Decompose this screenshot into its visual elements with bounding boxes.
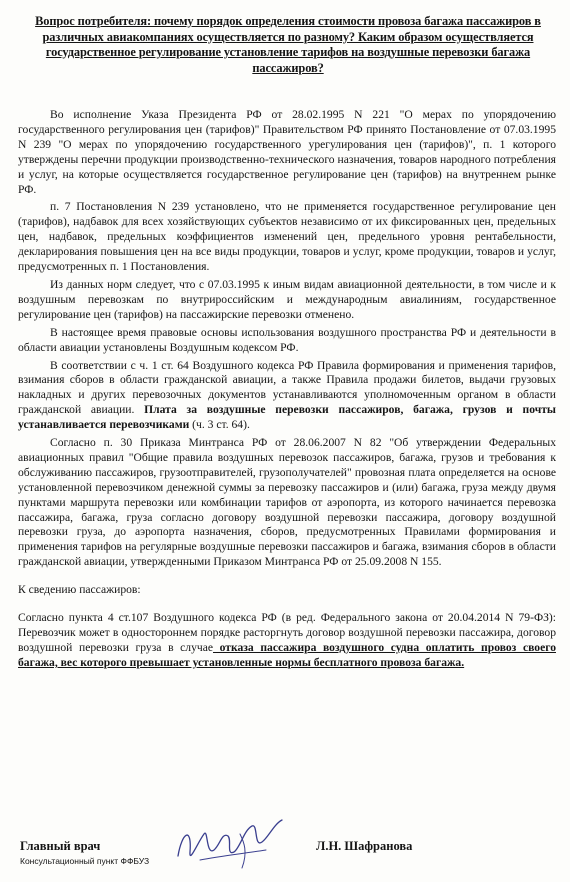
signatory-organization: Консультационный пункт ФФБУЗ (20, 856, 150, 866)
article-64-emphasis: Плата за воздушные перевозки пассажиров, багажа, грузов и почты устанавливается перевозчиками (18, 403, 556, 432)
paragraph-article-107 (18, 611, 556, 671)
paragraph-air-code: В настоящее время правовые основы использования воздушного пространства РФ и деятельности в области авиации установлены Воздушным кодексом РФ. (18, 325, 556, 354)
article-107-text: Перевозчик может в одностороннем порядке расторгнуть договор воздушной перевозки пассажира, договор воздушной перевозки груза в случае (18, 626, 556, 654)
paragraph-article-64 (18, 359, 556, 434)
signatory-name: Л.Н. Шафранова (316, 839, 413, 853)
article-64-reference: (ч. 3 ст. 64). (189, 418, 250, 432)
document-heading: Вопрос потребителя: почему порядок определения стоимости провоза багажа пассажиров в различных авиакомпаниях осуществляется по разному? Каким образом осуществляется государственное регулирование установление тарифов на воздушные перевозки багажа пассажиров? (35, 14, 541, 75)
signatory-title: Главный врач (20, 839, 101, 853)
handwritten-signature (170, 812, 290, 878)
paragraph-conclusion: Из данных норм следует, что с 07.03.1995 к иным видам авиационной деятельности, в том числе и к воздушным перевозкам по внутрироссийским и международным авиалиниям, государственное регулирование цен (тарифов) на пассажирские перевозки отменено. (18, 277, 556, 321)
article-107-emphasis: отказа пассажира воздушного судна оплатить провоз своего багажа, вес которого превышает установленные нормы бесплатного провоза багажа. (18, 640, 556, 669)
paragraph-order-82: Согласно п. 30 Приказа Минтранса РФ от 28.06.2007 N 82 "Об утверждении Федеральных авиационных правил "Общие правила воздушных перевозок пассажиров, багажа, грузов и требования к обслуживанию пассажиров, грузоотправителей, грузополучателей" провозная плата определяется на основе установленной перевозчиком денежной суммы за перевозку пассажиров и (или) багажа, груза между двумя пунктами маршрута перевозки или комбинации тарифов от аэропорта, из которого начинается перевозка пассажира, багажа, груза согласно договору воздушной перевозки пассажира, договору воздушной перевозки груза, до аэропорта назначения, сборов, предусмотренных Правилами формирования и применения тарифов на регулярные воздушные перевозки пассажиров и багажа, взимания сборов в области гражданской авиации, утвержденными Приказом Минтранса РФ от 25.09.2008 N 155. (18, 436, 556, 569)
article-64-text: В соответствии с ч. 1 ст. 64 Воздушного кодекса РФ Правила формирования и применения тарифов, взимания сборов в области гражданской авиации, а также Правила продажи билетов, выдачи грузовых накладных и других перевозочных документов устанавливаются уполномоченным органом в области гражданской авиации. (18, 358, 556, 417)
notice-heading: К сведению пассажиров: (18, 583, 141, 597)
paragraph-decree: Во исполнение Указа Президента РФ от 28.02.1995 N 221 "О мерах по упорядочению государственного регулирования цен (тарифов)" Правительством РФ принято Постановление от 07.03.1995 N 239 "О мерах по упорядочению государственного урегулирования цен (тарифов)", п. 1 которого утверждены перечни продукции производственно-технического назначения, товаров народного потребления и услуг, на которые осуществляется государственное регулирование цен (тарифов) на внутреннем рынке РФ. (18, 108, 556, 196)
document-body (18, 108, 556, 674)
article-107-intro: Согласно пункта 4 ст.107 Воздушного кодекса РФ (в ред. Федерального закона от 20.04.2014 N 79-ФЗ): (18, 611, 556, 625)
paragraph-clause-7: п. 7 Постановления N 239 установлено, что не применяется государственное регулирование цен (тарифов), надбавок для всех хозяйствующих субъектов независимо от их фиксированных цен, предельных цен, надбавок, предельных коэффициентов изменений цен, предельного уровня рентабельности, декларирования повышения цен на все виды продукции, товаров и услуг, кроме продукции, товаров и услуг, предусмотренных п. 1 Постановления. (18, 200, 556, 274)
